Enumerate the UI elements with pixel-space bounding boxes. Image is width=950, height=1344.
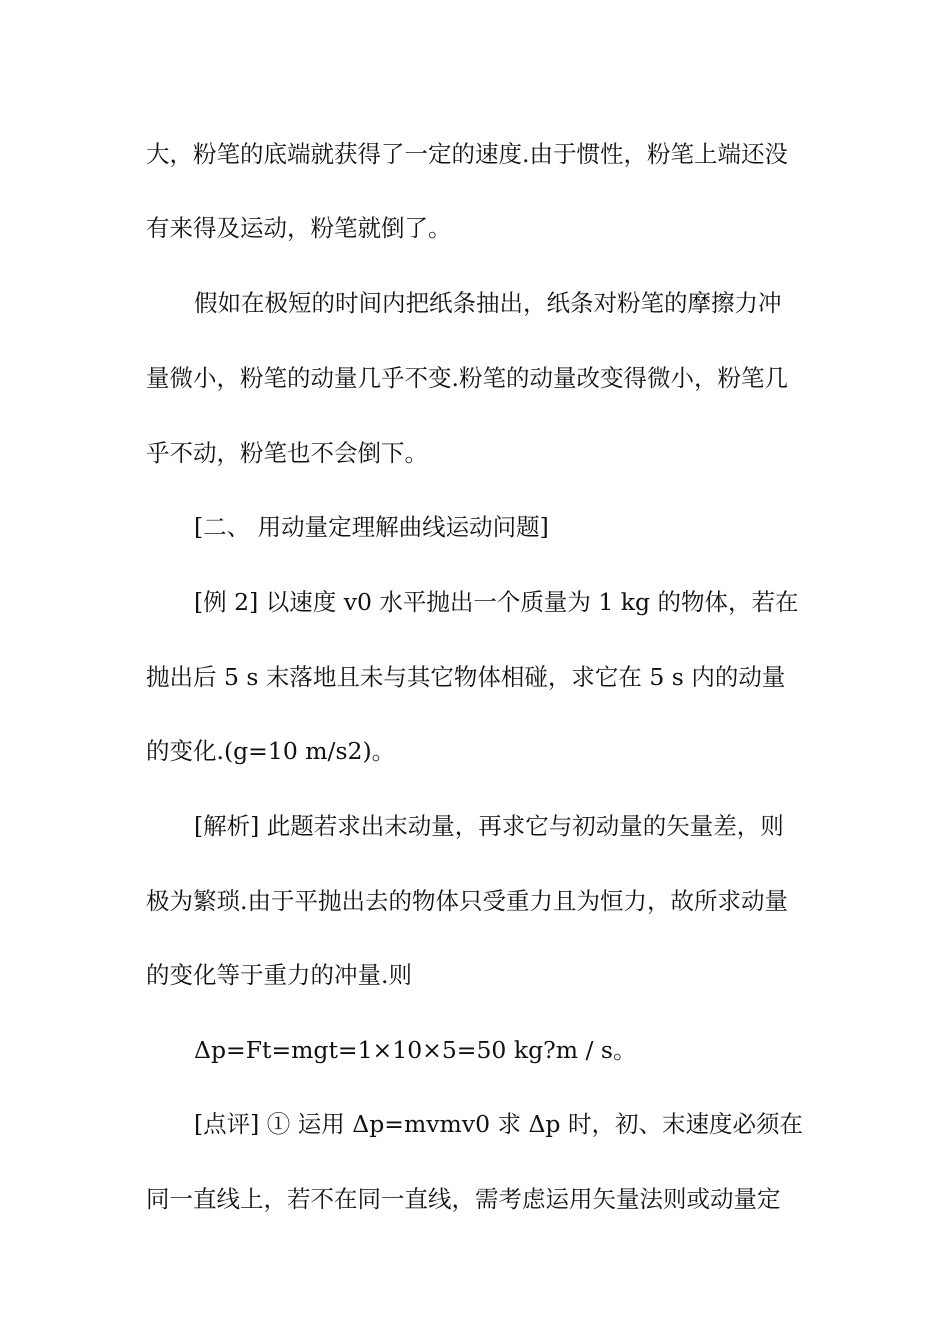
- text-line-7: [例 2] 以速度 v0 水平抛出一个质量为 1 kg 的物体，若在: [194, 588, 799, 616]
- text-line-5: 乎不动，粉笔也不会倒下。: [146, 439, 428, 467]
- text-line-11: 极为繁琐.由于平抛出去的物体只受重力且为恒力，故所求动量: [146, 887, 788, 915]
- text-line-8: 抛出后 5 s 末落地且未与其它物体相碰，求它在 5 s 内的动量: [146, 663, 786, 691]
- text-line-1: 大，粉笔的底端就获得了一定的速度.由于惯性，粉笔上端还没: [146, 140, 788, 168]
- text-line-4: 量微小，粉笔的动量几乎不变.粉笔的动量改变得微小，粉笔几: [146, 364, 788, 392]
- text-line-12: 的变化等于重力的冲量.则: [146, 961, 412, 989]
- text-line-2: 有来得及运动，粉笔就倒了。: [146, 214, 452, 242]
- text-line-9: 的变化.(g=10 m/s2)。: [146, 737, 396, 765]
- text-line-10: [解析] 此题若求出末动量，再求它与初动量的矢量差，则: [194, 812, 784, 840]
- section-heading: [二、 用动量定理解曲线运动问题]: [194, 513, 549, 541]
- text-line-15: 同一直线上，若不在同一直线，需考虑运用矢量法则或动量定: [146, 1185, 781, 1213]
- formula-line: Δp=Ft=mgt=1×10×5=50 kg?m / s。: [194, 1036, 637, 1064]
- text-line-3: 假如在极短的时间内把纸条抽出，纸条对粉笔的摩擦力冲: [194, 289, 782, 317]
- text-line-14: [点评] ① 运用 Δp=mvmv0 求 Δp 时，初、末速度必须在: [194, 1110, 803, 1138]
